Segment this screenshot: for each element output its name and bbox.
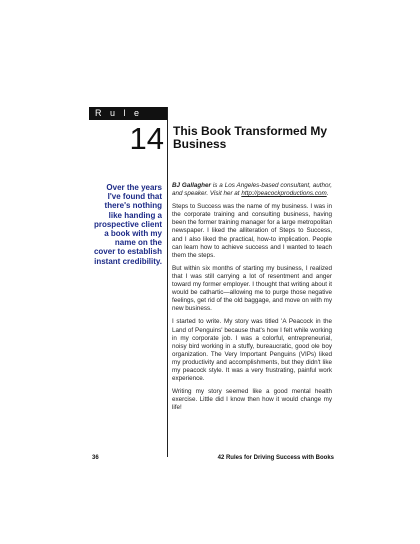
rule-label: R u l e <box>89 107 167 120</box>
page-number: 36 <box>92 455 99 461</box>
paragraph-3: I started to write. My story was titled 'A Peacock in the Land of Penguins' because that's how I felt while working in my corporate job. I was a colorful, entrepreneurial, noisy bird working in a stuffy, bureaucratic, good ole boy organization. The Very Important Penguins (VIPs) liked my productivity and accomplishments, but they didn't like my peacock style. It was a very frustrating, painful work experience. <box>172 318 332 383</box>
chapter-title: This Book Transformed My Business <box>173 124 328 151</box>
author-intro-end: . <box>326 190 329 198</box>
author-website-link[interactable]: http://peacockproductions.com <box>241 190 327 198</box>
pull-quote: Over the years I've found that there's nothing like handing a prospective client a book with my name on the cover to establish instant credibility. <box>93 183 162 266</box>
author-name: BJ Gallagher <box>172 182 211 189</box>
rule-number: 14 <box>129 121 164 156</box>
paragraph-1: Steps to Success was the name of my business. I was in the corporate training and consulting business, having been the former training manager for a large metropolitan newspaper. I liked the alliteration of Steps to Success, and I also liked the practical, how-to implication. People can learn how to achieve success and I wanted to teach them the steps. <box>172 203 332 259</box>
vertical-divider <box>167 107 168 457</box>
author-intro-text: is a Los Angeles-based consultant, author, and speaker. Visit her at <box>172 182 332 198</box>
running-footer-title: 42 Rules for Driving Success with Books <box>217 455 334 461</box>
author-intro <box>172 182 332 198</box>
paragraph-2: But within six months of starting my business, I realized that I was still carrying a lot of resentment and anger toward my former employer. I thought that writing about it would be cathartic—allowing me to purge those negative feelings, get rid of the old baggage, and move on with my new business. <box>172 264 332 313</box>
body-text <box>172 182 332 417</box>
paragraph-4: Writing my story seemed like a good mental health exercise. Little did I know then how it would change my life! <box>172 388 332 412</box>
